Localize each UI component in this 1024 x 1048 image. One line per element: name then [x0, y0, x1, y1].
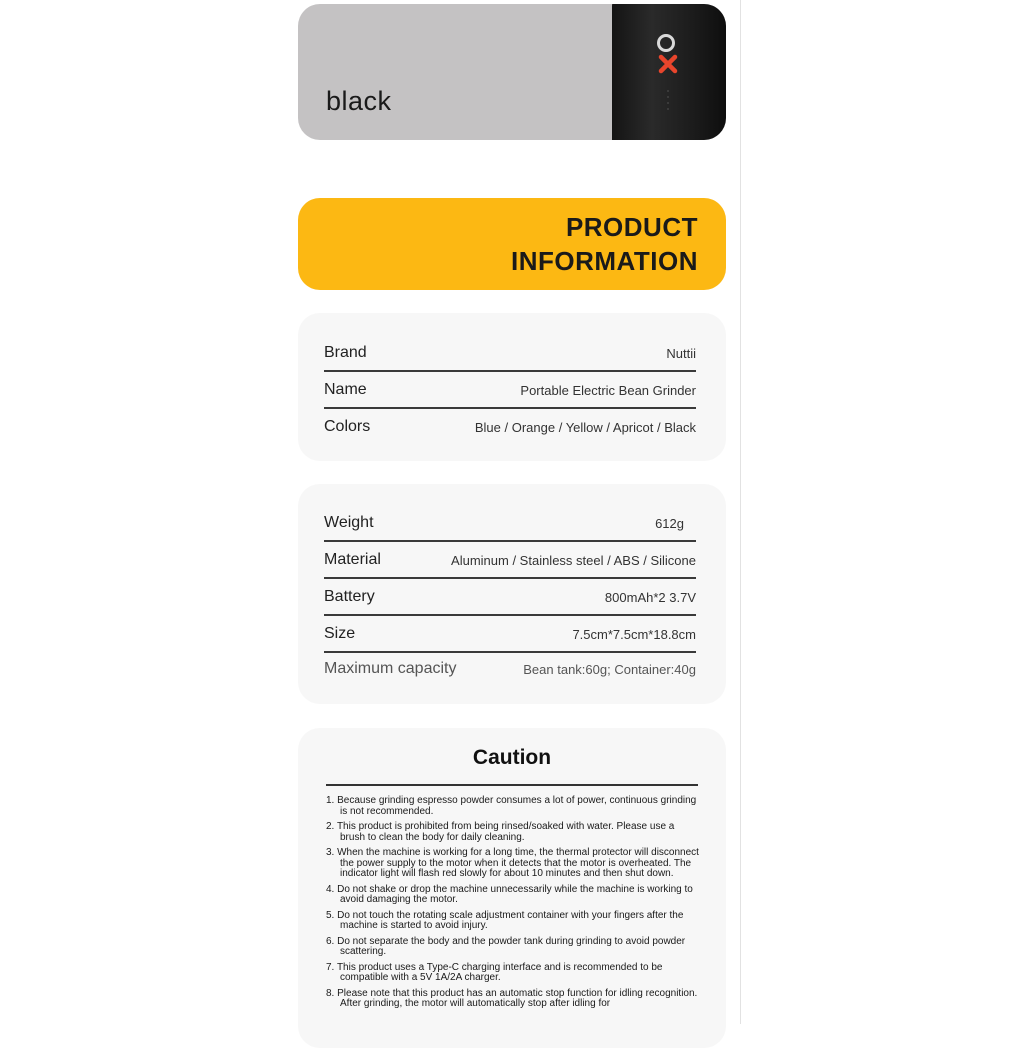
spec-key: Maximum capacity	[324, 660, 457, 677]
caution-list	[326, 796, 702, 1015]
caution-item: 8. Please note that this product has an automatic stop function for idling recognition. After grinding, the motor will automatically stop after idling for	[326, 987, 698, 1009]
caution-divider	[326, 784, 698, 786]
caution-item: 6. Do not separate the body and the powder tank during grinding to avoid powder scattering.	[326, 935, 686, 957]
spec-key: Size	[324, 625, 356, 642]
caution-title: Caution	[472, 746, 552, 769]
spec-key: Name	[324, 381, 367, 398]
caution-item: 7. This product uses a Type-C charging interface and is recommended to be compatible with a 5V 1A/2A charger.	[326, 961, 663, 983]
spec-value: 7.5cm*7.5cm*18.8cm	[572, 627, 696, 642]
spec-row-size	[324, 614, 696, 653]
caution-item: 5. Do not touch the rotating scale adjustment container with your fingers after the machine is started to avoid injury.	[326, 909, 684, 931]
product-information-banner	[298, 198, 726, 290]
spec-key: Weight	[324, 514, 374, 531]
spec-value: Portable Electric Bean Grinder	[520, 383, 696, 398]
caution-item: 3. When the machine is working for a long time, the thermal protector will disconnect the power supply to the motor when it detects that the motor is overheated. The indicator light will flash red slowly for about 10 minutes and then shut down.	[326, 847, 699, 879]
spec-value: Aluminum / Stainless steel / ABS / Silicone	[451, 553, 696, 568]
spec-row-brand	[324, 333, 696, 372]
spec-key: Colors	[324, 418, 371, 435]
banner-title-line1: PRODUCT	[565, 212, 698, 242]
spec-value: 800mAh*2 3.7V	[604, 590, 696, 605]
spec-value: Nuttii	[666, 346, 696, 361]
spec-value: Blue / Orange / Yellow / Apricot / Black	[474, 420, 696, 435]
spec-key: Material	[324, 551, 381, 568]
caution-item: 4. Do not shake or drop the machine unnecessarily while the machine is working to avoid damaging the motor.	[326, 883, 693, 905]
detail-specs-card	[298, 484, 726, 704]
spec-value: Bean tank:60g; Container:40g	[523, 662, 696, 677]
spec-key: Brand	[324, 344, 367, 361]
spec-row-colors	[324, 407, 696, 444]
spec-row-name	[324, 370, 696, 409]
spec-key: Battery	[324, 588, 375, 605]
grinder-product-image	[612, 4, 726, 140]
x-mark-icon	[656, 52, 680, 76]
basic-specs-card	[298, 313, 726, 461]
caution-card	[298, 728, 726, 1048]
banner-title	[511, 210, 698, 278]
color-variant-label: black	[326, 86, 392, 116]
color-variant-card	[298, 4, 726, 140]
power-ring-icon	[657, 34, 675, 52]
indicator-dots	[667, 90, 669, 112]
spec-row-maximum-capacity	[324, 649, 696, 686]
page-divider-line	[740, 0, 741, 1024]
spec-value: 612g	[655, 516, 684, 531]
spec-row-material	[324, 540, 696, 579]
caution-item: 2. This product is prohibited from being rinsed/soaked with water. Please use a brush to clean the body for daily cleaning.	[326, 821, 675, 843]
spec-row-battery	[324, 577, 696, 616]
spec-row-weight	[324, 503, 696, 542]
banner-title-line2: INFORMATION	[511, 246, 698, 276]
caution-item: 1. Because grinding espresso powder consumes a lot of power, continuous grinding is not recommended.	[326, 795, 697, 817]
